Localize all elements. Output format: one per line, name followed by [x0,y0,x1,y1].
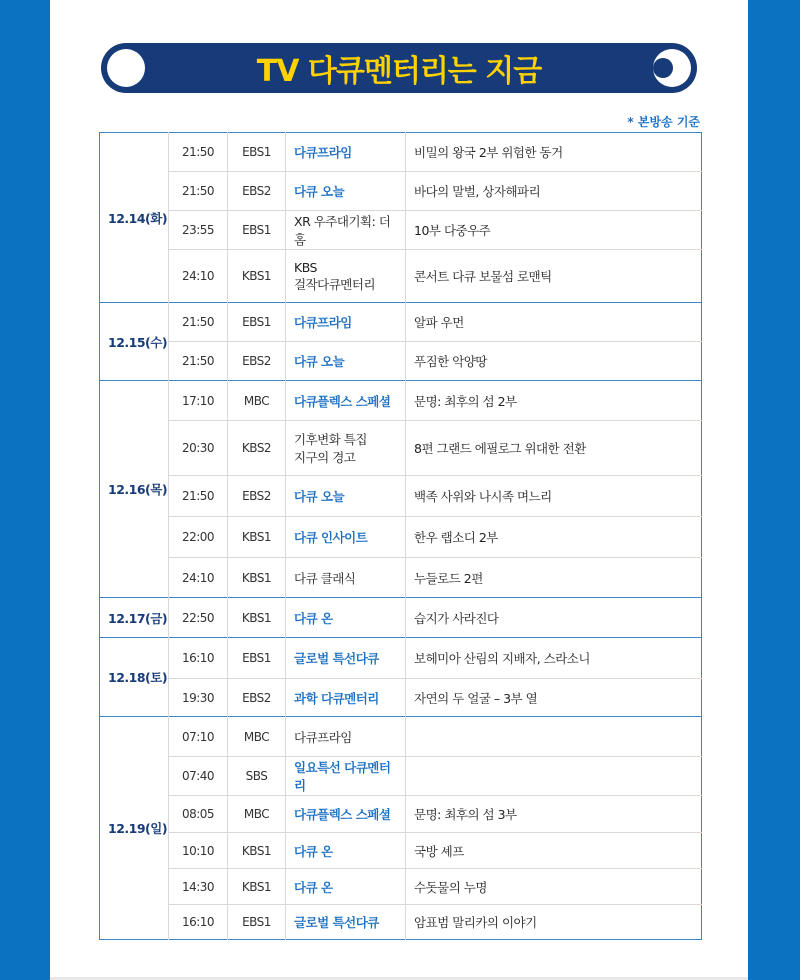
description-cell: 습지가 사라진다 [406,598,702,638]
channel-cell: MBC [228,717,286,757]
program-cell: 다큐플렉스 스페셜 [286,796,406,833]
schedule-row [100,796,702,833]
description-cell: 암표범 말리카의 이야기 [406,905,702,940]
schedule-row [100,381,702,421]
schedule-row [100,172,702,211]
description-cell: 국방 셰프 [406,833,702,869]
time-cell: 20:30 [169,421,228,476]
date-cell: 12.14(화) [108,210,168,226]
channel-cell: KBS1 [228,250,286,303]
channel-cell: KBS1 [228,869,286,905]
description-cell: 수돗물의 누명 [406,869,702,905]
date-cell: 12.17(금) [100,598,169,638]
description-cell: 백족 사위와 나시족 며느리 [406,476,702,517]
channel-cell: EBS2 [228,679,286,717]
channel-cell: EBS2 [228,342,286,381]
time-cell: 16:10 [169,905,228,940]
time-cell: 21:50 [169,172,228,211]
schedule-row [100,303,702,342]
description-cell: 바다의 말벌, 상자해파리 [406,172,702,211]
program-cell: 다큐프라임 [286,717,406,757]
schedule-row [100,342,702,381]
channel-cell: EBS1 [228,133,286,172]
time-cell: 21:50 [169,476,228,517]
channel-cell: KBS1 [228,833,286,869]
time-cell: 21:50 [169,133,228,172]
date-cell: 12.19(일) [100,717,169,940]
schedule-row [100,133,702,172]
description-cell: 문명: 최후의 섬 3부 [406,796,702,833]
description-cell: 문명: 최후의 섬 2부 [406,381,702,421]
schedule-row [100,869,702,905]
time-cell: 08:05 [169,796,228,833]
time-cell: 07:10 [169,717,228,757]
program-cell: 다큐 오늘 [286,476,406,517]
program-cell: 다큐 클래식 [286,558,406,598]
moon-icon [107,49,145,87]
description-cell: 자연의 두 얼굴 – 3부 열 [406,679,702,717]
time-cell: 22:00 [169,517,228,558]
time-cell: 21:50 [169,342,228,381]
channel-cell: KBS1 [228,517,286,558]
date-cell: 12.18(토) [100,638,169,717]
time-cell: 21:50 [169,303,228,342]
schedule-row [100,250,702,303]
time-cell: 23:55 [169,211,228,250]
description-cell: 누들로드 2편 [406,558,702,598]
program-cell: 다큐 온 [286,833,406,869]
program-cell: 일요특선 다큐멘터리 [286,757,406,796]
schedule-row [100,476,702,517]
description-cell: 비밀의 왕국 2부 위험한 동거 [406,133,702,172]
description-cell [406,757,702,796]
channel-cell: EBS1 [228,211,286,250]
time-cell: 19:30 [169,679,228,717]
schedule-row [100,598,702,638]
time-cell: 17:10 [169,381,228,421]
channel-cell: MBC [228,381,286,421]
date-cell: 12.16(목) [100,381,169,598]
schedule-row [100,833,702,869]
description-cell: 한우 랩소디 2부 [406,517,702,558]
time-cell: 14:30 [169,869,228,905]
channel-cell: SBS [228,757,286,796]
description-cell: 8편 그랜드 에필로그 위대한 전환 [406,421,702,476]
banner-title: TV 다큐멘터리는 지금 [256,54,542,89]
program-cell: 다큐플렉스 스페셜 [286,381,406,421]
time-cell: 10:10 [169,833,228,869]
channel-cell: KBS2 [228,421,286,476]
channel-cell: KBS1 [228,598,286,638]
program-cell: 다큐 온 [286,598,406,638]
time-cell: 24:10 [169,250,228,303]
program-cell: 다큐 오늘 [286,342,406,381]
schedule-row [100,211,702,250]
channel-cell: EBS1 [228,905,286,940]
description-cell: 알파 우먼 [406,303,702,342]
program-cell: 과학 다큐멘터리 [286,679,406,717]
description-cell: 보헤미아 산림의 지배자, 스라소니 [406,638,702,679]
schedule-row [100,905,702,940]
program-cell: XR 우주대기획: 더 홈 [286,211,406,250]
description-cell: 10부 다중우주 [406,211,702,250]
schedule-row [100,517,702,558]
schedule-row [100,421,702,476]
program-cell: 다큐 온 [286,869,406,905]
program-cell: KBS 걸작다큐멘터리 [286,250,406,303]
time-cell: 22:50 [169,598,228,638]
time-cell: 16:10 [169,638,228,679]
channel-cell: EBS1 [228,303,286,342]
channel-cell: KBS1 [228,558,286,598]
program-cell: 기후변화 특집 지구의 경고 [286,421,406,476]
schedule-row [100,558,702,598]
program-cell: 다큐 오늘 [286,172,406,211]
channel-cell: EBS2 [228,476,286,517]
date-cell: 12.15(수) [100,303,169,381]
moon-icon [653,49,691,87]
time-cell: 24:10 [169,558,228,598]
broadcast-note: * 본방송 기준 [627,115,700,129]
program-cell: 다큐프라임 [286,303,406,342]
description-cell [406,717,702,757]
schedule-row [100,679,702,717]
schedule-row [100,717,702,757]
schedule-row [100,638,702,679]
description-cell: 콘서트 다큐 보물섬 로맨틱 [406,250,702,303]
description-cell: 푸짐한 악양땅 [406,342,702,381]
schedule-table [99,132,702,940]
program-cell: 다큐 인사이트 [286,517,406,558]
schedule-row [100,757,702,796]
channel-cell: EBS1 [228,638,286,679]
channel-cell: MBC [228,796,286,833]
time-cell: 07:40 [169,757,228,796]
channel-cell: EBS2 [228,172,286,211]
title-banner [101,43,697,93]
program-cell: 글로벌 특선다큐 [286,638,406,679]
program-cell: 글로벌 특선다큐 [286,905,406,940]
program-cell: 다큐프라임 [286,133,406,172]
